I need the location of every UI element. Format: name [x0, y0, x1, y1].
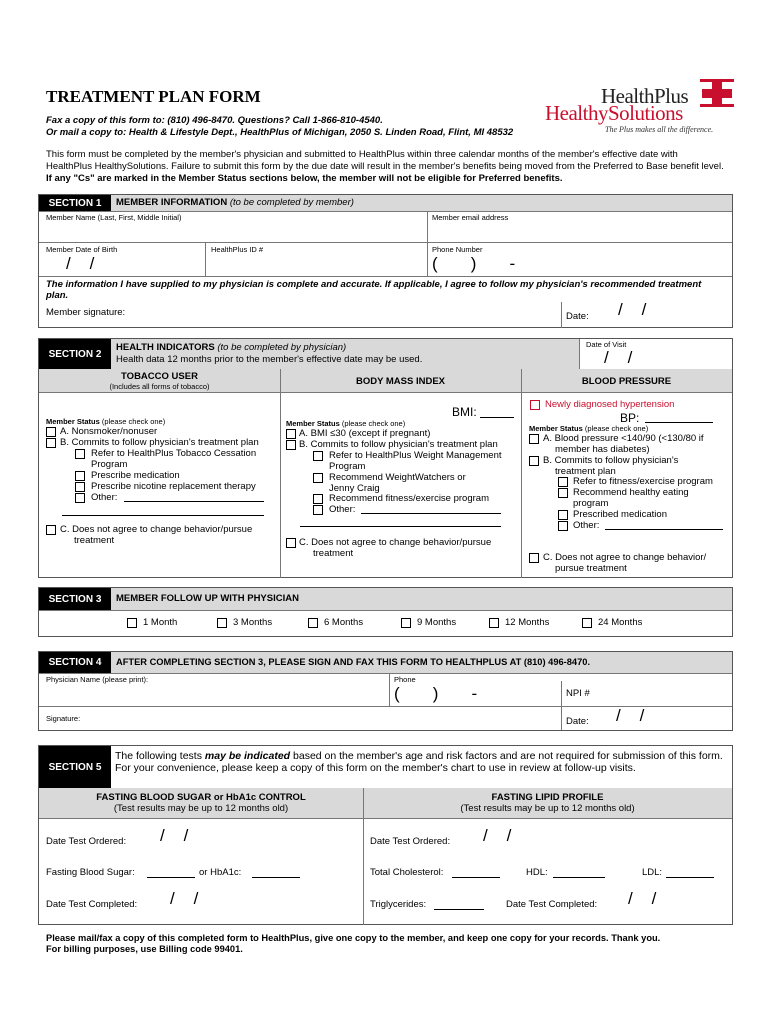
section-4-title: AFTER COMPLETING SECTION 3, PLEASE SIGN AND FAX THIS FORM TO HEALTHPLUS AT (810) 496-8470. [116, 657, 591, 667]
lipid-header: FASTING LIPID PROFILE [491, 792, 604, 803]
logo-healthplus-text: HealthPlus [601, 84, 689, 108]
section-2-label: SECTION 2 [39, 339, 111, 369]
fbs-date-completed-label: Date Test Completed: [46, 899, 138, 910]
bmi-refer-label-2: Program [329, 461, 366, 472]
hdl-label: HDL: [526, 867, 548, 878]
lipid-date-completed-label: Date Test Completed: [506, 899, 598, 910]
bp-refer-label: Refer to fitness/exercise program [573, 476, 713, 487]
bp-other-input[interactable] [605, 529, 723, 530]
bmi-other-label: Other: [329, 504, 356, 515]
bmi-c-label: C. Does not agree to change behavior/pursue [299, 537, 492, 548]
member-date-label: Date: [566, 311, 589, 322]
fbs-header: FASTING BLOOD SUGAR or HbA1c CONTROL [96, 792, 306, 803]
bp-eating-label: Recommend healthy eating [573, 487, 689, 498]
bmi-fitness-label: Recommend fitness/exercise program [329, 493, 489, 504]
fax-line-2: Or mail a copy to: Health & Lifestyle Dept., HealthPlus of Michigan, 2050 S. Linden Road, Flint, MI 48532 [46, 127, 514, 138]
tobacco-c-label-2: treatment [74, 535, 115, 546]
bp-b-label: B. Commits to follow physician's [543, 455, 679, 466]
tobacco-other-checkbox[interactable] [75, 493, 85, 503]
id-label: HealthPlus ID # [211, 245, 264, 254]
tobacco-refer-label: Refer to HealthPlus Tobacco Cessation [91, 448, 257, 459]
hdl-input[interactable] [553, 877, 605, 878]
dob-input[interactable]: / / [66, 254, 95, 273]
member-name-label: Member Name (Last, First, Middle Initial) [46, 213, 182, 222]
bp-status-label: Member Status (please check one) [529, 424, 649, 433]
followup-3-label: 3 Months [233, 617, 273, 628]
member-email-label: Member email address [432, 213, 509, 222]
fbs-subheader: (Test results may be up to 12 months old) [113, 803, 289, 814]
bp-b-checkbox[interactable] [529, 456, 539, 466]
fbs-label: Fasting Blood Sugar: [46, 867, 135, 878]
tobacco-a-label: A. Nonsmoker/nonuser [60, 426, 158, 437]
attestation: The information I have supplied to my physician is complete and accurate. If applicable, I agree to follow my physician's recommended treatment plan. [46, 279, 702, 301]
bmi-refer-label: Refer to HealthPlus Weight Management [329, 450, 502, 461]
form-title: TREATMENT PLAN FORM [46, 87, 261, 106]
section-5-intro: The following tests may be indicated based on the member's age and risk factors and are not required for submission of this form. For your convenience, please keep a copy of this form on the member's chart to use in review at follow-up visits. [115, 750, 723, 774]
bmi-status-label: Member Status (please check one) [286, 419, 406, 428]
bmi-other-checkbox[interactable] [313, 505, 323, 515]
section-1-title: MEMBER INFORMATION (to be completed by member) [116, 197, 354, 208]
physician-signature-label: Signature: [46, 714, 81, 723]
bp-eating-label-2: program [573, 498, 609, 509]
tobacco-status-label: Member Status (please check one) [46, 417, 166, 426]
bmi-a-label: A. BMI ≤30 (except if pregnant) [299, 428, 431, 439]
bp-refer-checkbox[interactable] [558, 477, 568, 487]
bmi-header: BODY MASS INDEX [355, 376, 446, 387]
bp-other-label: Other: [573, 520, 600, 531]
followup-6-checkbox[interactable] [308, 618, 318, 628]
tobacco-prescribe-label: Prescribe medication [91, 470, 180, 481]
phone-label: Phone Number [432, 245, 483, 254]
tobacco-prescribe-checkbox[interactable] [75, 471, 85, 481]
bp-header: BLOOD PRESSURE [581, 376, 672, 387]
bp-label: BP: [620, 411, 640, 425]
bp-a-label: A. Blood pressure <140/90 (<130/80 if [543, 433, 704, 444]
tobacco-nicotine-checkbox[interactable] [75, 482, 85, 492]
tobacco-refer-checkbox[interactable] [75, 449, 85, 459]
followup-24-checkbox[interactable] [582, 618, 592, 628]
member-date-input[interactable]: / / [618, 300, 647, 319]
bp-meds-checkbox[interactable] [558, 510, 568, 520]
bmi-a-checkbox[interactable] [286, 429, 296, 439]
id-input[interactable] [212, 258, 422, 274]
bmi-refer-checkbox[interactable] [313, 451, 323, 461]
intro-paragraph: This form must be completed by the member's physician and submitted to HealthPlus within three calendar months of the member's effective date with HealthPlus HealthySolutions. Failure to submit this form by the due date will result in the member's benefits being moved from the Preferred to Base benefit level. If any "Cs" are marked in the Member Status sections below, the member will not be eligible for Preferred benefits. [46, 149, 724, 184]
section-3-label: SECTION 3 [39, 588, 111, 610]
bp-input[interactable] [645, 422, 713, 423]
phone-input[interactable]: ( ) - [432, 254, 516, 273]
lipid-date-ordered-input[interactable]: / / [483, 826, 512, 845]
bp-c-label: C. Does not agree to change behavior/ [543, 552, 707, 563]
bmi-fitness-checkbox[interactable] [313, 494, 323, 504]
followup-24-label: 24 Months [598, 617, 643, 628]
bmi-b-label: B. Commits to follow physician's treatment plan [299, 439, 498, 450]
physician-phone-label: Phone [394, 675, 416, 684]
lipid-date-ordered-label: Date Test Ordered: [370, 836, 451, 847]
section-2-subtitle: Health data 12 months prior to the member's effective date may be used. [116, 354, 423, 365]
tobacco-subheader: (Includes all forms of tobacco) [109, 382, 210, 391]
member-signature-label: Member signature: [46, 307, 126, 318]
section-1-label: SECTION 1 [39, 195, 111, 211]
fbs-date-ordered-input[interactable]: / / [160, 826, 189, 845]
bp-meds-label: Prescribed medication [573, 509, 667, 520]
tobacco-other-input[interactable] [124, 501, 264, 502]
total-cholesterol-label: Total Cholesterol: [370, 867, 444, 878]
npi-label: NPI # [566, 688, 590, 699]
tobacco-nicotine-label: Prescribe nicotine replacement therapy [91, 481, 256, 492]
bmi-input[interactable] [480, 417, 514, 418]
total-cholesterol-input[interactable] [452, 877, 500, 878]
followup-3-checkbox[interactable] [217, 618, 227, 628]
footer-instructions: Please mail/fax a copy of this completed form to HealthPlus, give one copy to the member, and keep one copy for your records. Thank you. [46, 933, 661, 943]
followup-12-checkbox[interactable] [489, 618, 499, 628]
logo-healthysolutions-text: HealthySolutions [545, 101, 683, 125]
fbs-input[interactable] [147, 877, 195, 878]
section-5-label: SECTION 5 [39, 746, 111, 788]
tobacco-a-checkbox[interactable] [46, 427, 56, 437]
physician-date-input[interactable]: / / [616, 706, 645, 725]
hba1c-input[interactable] [252, 877, 300, 878]
date-of-visit-label: Date of Visit [586, 340, 627, 349]
tobacco-refer-label-2: Program [91, 459, 128, 470]
followup-12-label: 12 Months [505, 617, 550, 628]
section-3-title: MEMBER FOLLOW UP WITH PHYSICIAN [116, 593, 299, 604]
triglycerides-input[interactable] [434, 909, 484, 910]
bp-eating-checkbox[interactable] [558, 488, 568, 498]
lipid-date-completed-input[interactable]: / / [628, 889, 657, 908]
fbs-date-completed-input[interactable]: / / [170, 889, 199, 908]
bmi-ww-label-2: Jenny Craig [329, 483, 380, 494]
tobacco-header: TOBACCO USER [121, 371, 198, 382]
followup-9-checkbox[interactable] [401, 618, 411, 628]
physician-name-label: Physician Name (please print): [46, 675, 149, 684]
dob-label: Member Date of Birth [46, 245, 118, 254]
followup-6-label: 6 Months [324, 617, 364, 628]
tobacco-b-checkbox[interactable] [46, 438, 56, 448]
footer-billing: For billing purposes, use Billing code 99401. [46, 944, 243, 954]
logo-tagline: The Plus makes all the difference. [605, 125, 714, 134]
followup-1-label: 1 Month [143, 617, 178, 628]
date-of-visit-input[interactable]: / / [604, 348, 633, 367]
hba1c-label: or HbA1c: [199, 867, 242, 878]
ldl-input[interactable] [666, 877, 714, 878]
physician-date-label: Date: [566, 716, 589, 727]
bp-a-label-2: member has diabetes) [555, 444, 650, 455]
section-4-label: SECTION 4 [39, 652, 111, 673]
bp-b-label-2: treatment plan [555, 466, 616, 477]
tobacco-c-label: C. Does not agree to change behavior/pursue [60, 524, 253, 535]
bmi-other-input[interactable] [361, 513, 501, 514]
tobacco-other-label: Other: [91, 492, 118, 503]
logo-cross-icon [700, 79, 734, 107]
followup-9-label: 9 Months [417, 617, 457, 628]
section-2-title: HEALTH INDICATORS (to be completed by physician) [116, 342, 347, 353]
ldl-label: LDL: [642, 867, 663, 878]
fbs-date-ordered-label: Date Test Ordered: [46, 836, 127, 847]
fax-line-1: Fax a copy of this form to: (810) 496-8470. Questions? Call 1-866-810-4540. [46, 115, 383, 126]
new-hypertension-checkbox[interactable] [530, 400, 540, 410]
lipid-subheader: (Test results may be up to 12 months old) [460, 803, 635, 814]
new-hypertension-label: Newly diagnosed hypertension [545, 399, 675, 410]
bmi-c-label-2: treatment [313, 548, 354, 559]
triglycerides-label: Triglycerides: [370, 899, 427, 910]
bp-c-label-2: pursue treatment [555, 563, 627, 574]
followup-1-checkbox[interactable] [127, 618, 137, 628]
bmi-ww-label: Recommend WeightWatchers or [329, 472, 466, 483]
bmi-c-checkbox[interactable] [286, 538, 296, 548]
bp-c-checkbox[interactable] [529, 553, 539, 563]
bmi-label: BMI: [452, 405, 477, 419]
bmi-b-checkbox[interactable] [286, 440, 296, 450]
tobacco-c-checkbox[interactable] [46, 525, 56, 535]
bmi-ww-checkbox[interactable] [313, 473, 323, 483]
bp-other-checkbox[interactable] [558, 521, 568, 531]
physician-phone-input[interactable]: ( ) - [394, 684, 478, 703]
bp-a-checkbox[interactable] [529, 434, 539, 444]
tobacco-b-label: B. Commits to follow physician's treatment plan [60, 437, 259, 448]
